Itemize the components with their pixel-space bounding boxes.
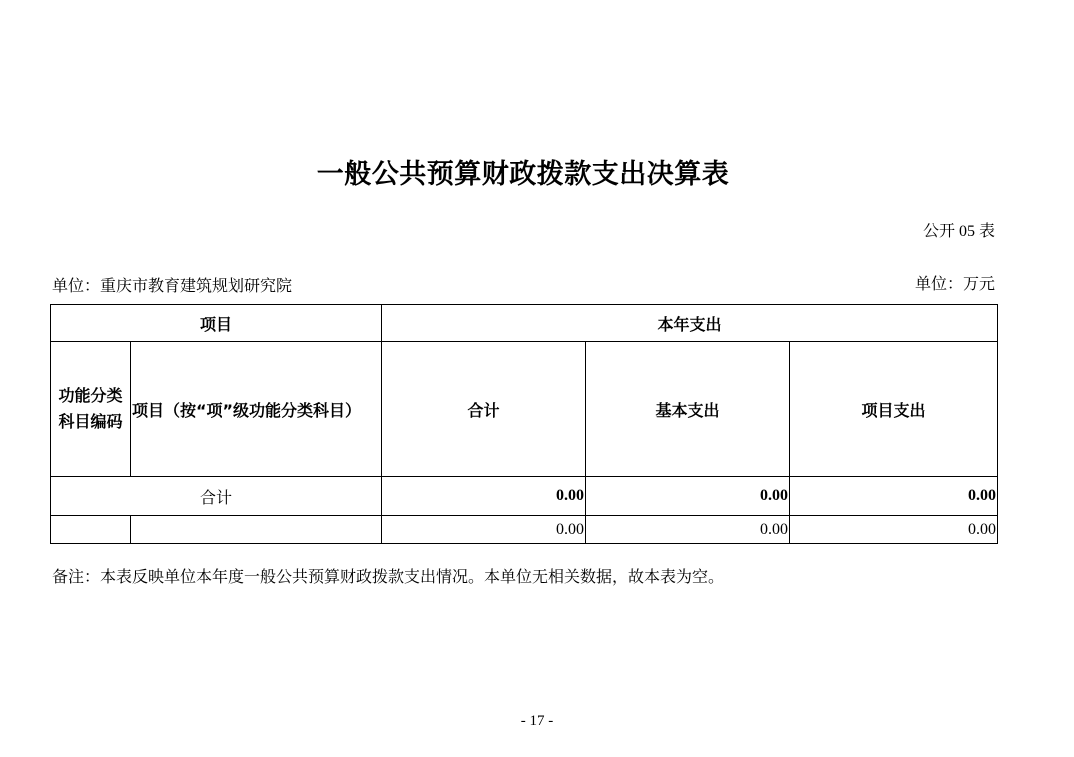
table-header-row-1 xyxy=(51,305,998,342)
header-item: 项目 xyxy=(51,305,382,342)
table-header-row-2 xyxy=(51,342,998,477)
row-code xyxy=(51,516,131,544)
header-project-expenditure: 项目支出 xyxy=(790,342,998,477)
page-number: - 17 - xyxy=(520,713,554,729)
header-total: 合计 xyxy=(382,342,586,477)
row-basic: 0.00 xyxy=(586,516,790,544)
expenditure-table xyxy=(50,304,998,544)
unit-currency: 单位：万元 xyxy=(914,276,995,293)
header-item-name: 项目（按“项”级功能分类科目） xyxy=(131,342,382,477)
form-code: 公开 05 表 xyxy=(922,223,995,240)
total-row-basic: 0.00 xyxy=(586,477,790,516)
row-total: 0.00 xyxy=(382,516,586,544)
table-row xyxy=(51,516,998,544)
table-note: 备注：本表反映单位本年度一般公共预算财政拨款支出情况。本单位无相关数据，故本表为空。 xyxy=(52,569,725,586)
total-row-label: 合计 xyxy=(51,477,382,516)
row-project: 0.00 xyxy=(790,516,998,544)
total-row-project: 0.00 xyxy=(790,477,998,516)
header-basic-expenditure: 基本支出 xyxy=(586,342,790,477)
unit-organization: 单位：重庆市教育建筑规划研究院 xyxy=(52,278,293,295)
page-title: 一般公共预算财政拨款支出决算表 xyxy=(316,159,730,190)
table-total-row xyxy=(51,477,998,516)
total-row-total: 0.00 xyxy=(382,477,586,516)
header-function-code: 功能分类科目编码 xyxy=(51,342,131,477)
row-name xyxy=(131,516,382,544)
header-current-year-expenditure: 本年支出 xyxy=(382,305,998,342)
